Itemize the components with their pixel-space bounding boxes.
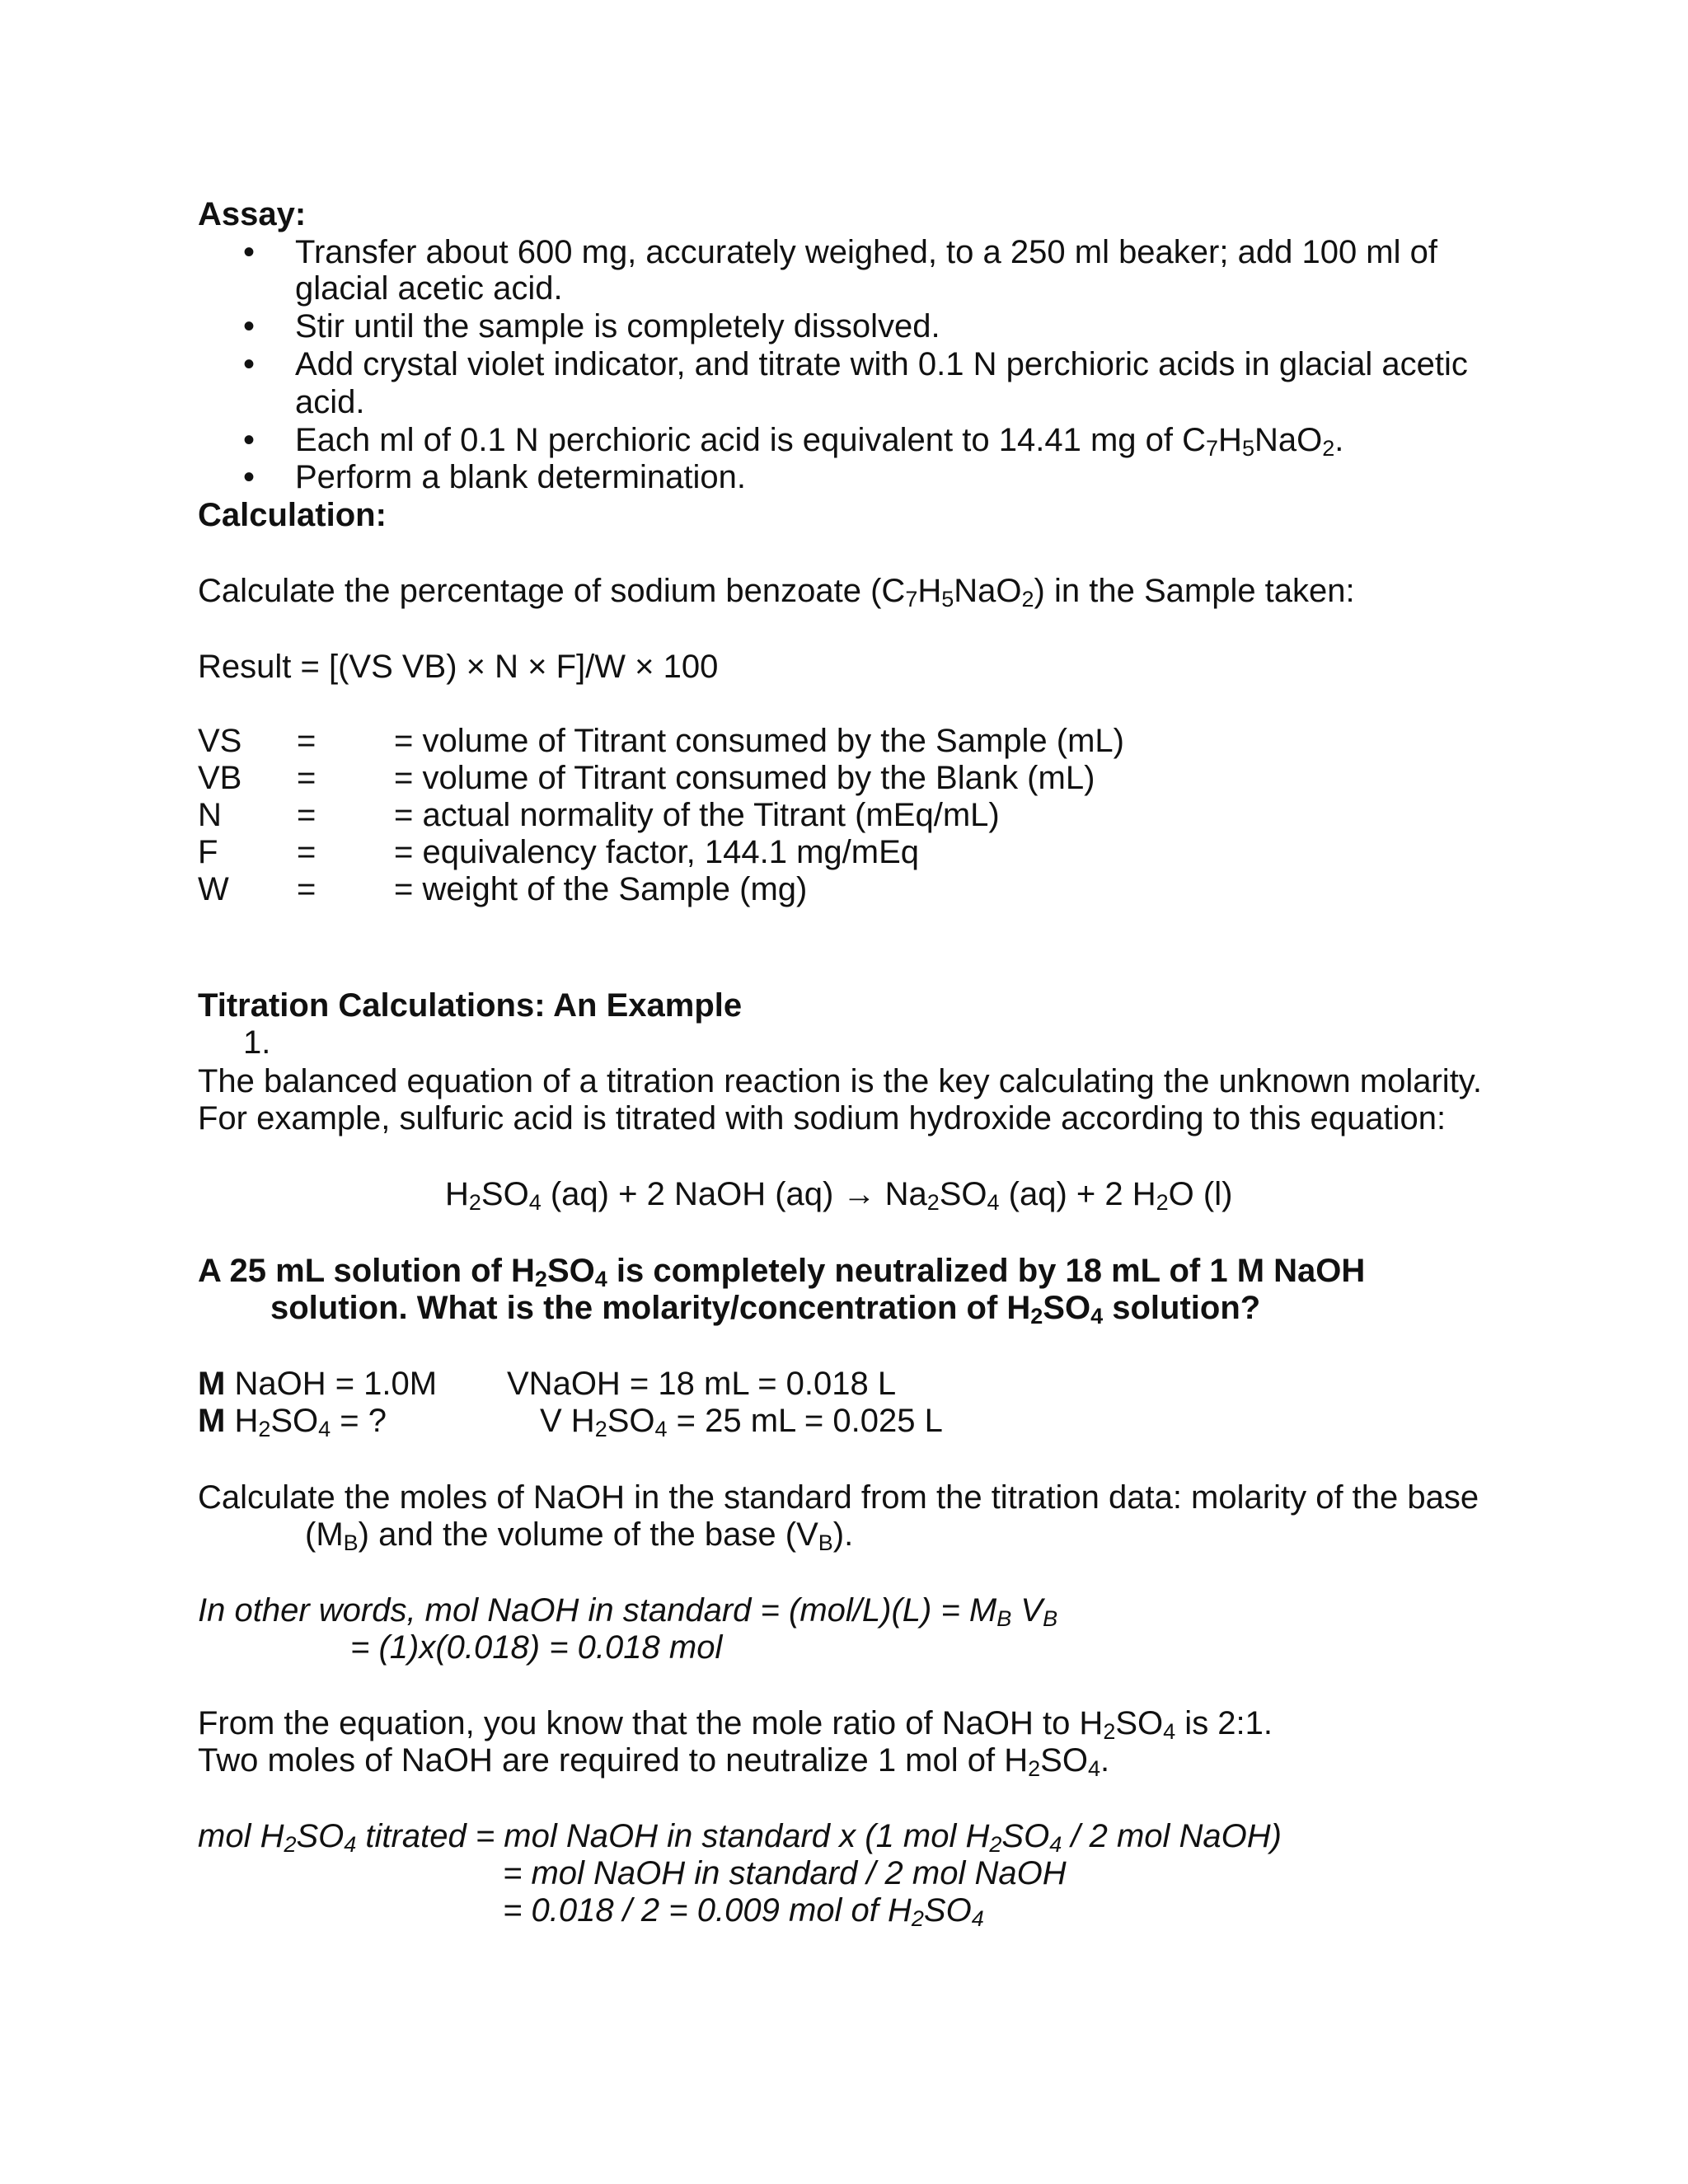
question-line1: A 25 mL solution of $H_2SO_4$ is completely neutralized by 18 mL of 1 M NaOH [198, 1253, 1366, 1291]
moles-line2: $(M_B)$ and the volume of the base $(V_B)$. [305, 1516, 854, 1555]
bullet-icon: • [243, 459, 256, 495]
moles-line1: Calculate the moles of NaOH in the standard from the titration data: molarity of the base [198, 1479, 1479, 1516]
var-symbol: F [198, 834, 218, 870]
var-symbol: N [198, 797, 222, 833]
calculation-heading: Calculation: [198, 497, 387, 533]
other-words-line1: In other words, mol NaOH in standard = $(mol/L)(L) = M_B$ $V_B$ [198, 1592, 1058, 1631]
given-naoh-volume: VNaOH = 18 mL = 0.018 L [507, 1366, 897, 1402]
assay-heading: Assay: [198, 196, 307, 232]
titrated-line3: = 0.018 / 2 = 0.009 mol of $H_2SO_4$ [503, 1892, 984, 1931]
var-description: = equivalency factor, 144.1 mg/mEq [394, 834, 920, 870]
titrated-line2: = mol NaOH in standard / 2 mol NaOH [503, 1855, 1067, 1891]
given-h2so4-molarity: M $H_2SO_4$ = ? [198, 1403, 387, 1441]
titrated-line1: mol $H_2SO_4$ titrated = mol NaOH in standard x (1 mol $H_2SO_4 / 2$ mol NaOH) [198, 1818, 1282, 1857]
bullet-icon: • [243, 422, 256, 458]
question-line2: solution. What is the molarity/concentration of $H_2SO_4$ solution? [270, 1290, 1261, 1329]
assay-item-4: Each ml of 0.1 N perchioric acid is equivalent to 14.41 mg of $C_7H_5NaO_2$. [295, 422, 1344, 461]
ratio-line2: Two moles of NaOH are required to neutralize 1 mol of $H_2SO_4$. [198, 1742, 1110, 1781]
assay-item-1-cont: glacial acetic acid. [295, 270, 563, 307]
given-h2so4-volume: V $H_2SO_4 = 25$ mL = 0.025 L [540, 1403, 943, 1441]
assay-item-3: Add crystal violet indicator, and titrate with 0.1 N perchioric acids in glacial acetic [295, 346, 1468, 382]
assay-item-2: Stir until the sample is completely dissolved. [295, 308, 940, 344]
assay-item-1: Transfer about 600 mg, accurately weighed, to a 250 ml beaker; add 100 ml of [295, 234, 1437, 270]
bullet-icon: • [243, 234, 256, 270]
var-description: = weight of the Sample (mg) [394, 871, 808, 907]
var-description: = actual normality of the Titrant (mEq/mL) [394, 797, 1000, 833]
var-symbol: VS [198, 723, 242, 759]
example-heading: Titration Calculations: An Example [198, 987, 743, 1024]
assay-item-5: Perform a blank determination. [295, 459, 746, 495]
var-equals: = [297, 834, 316, 870]
var-equals: = [297, 760, 316, 796]
ratio-line1: From the equation, you know that the mole ratio of NaOH to $H_2SO_4$ is 2:1. [198, 1705, 1273, 1744]
arrow-icon: → [842, 1176, 876, 1212]
example-number: 1. [243, 1024, 271, 1061]
var-description: = volume of Titrant consumed by the Sample (mL) [394, 723, 1124, 759]
var-equals: = [297, 723, 316, 759]
var-equals: = [297, 871, 316, 907]
given-naoh-molarity: M NaOH = 1.0M [198, 1366, 438, 1402]
calculation-intro: Calculate the percentage of sodium benzoate $(C_7H_5NaO_2)$ in the Sample taken: [198, 573, 1355, 612]
example-paragraph-line2: For example, sulfuric acid is titrated with sodium hydroxide according to this equation: [198, 1100, 1447, 1137]
result-formula: Result = [(VS VB) × N × F]/W × 100 [198, 649, 719, 685]
var-symbol: W [198, 871, 229, 907]
bullet-icon: • [243, 346, 256, 382]
assay-item-3-cont: acid. [295, 384, 365, 420]
var-symbol: VB [198, 760, 242, 796]
other-words-line2: = (1)x(0.018) = 0.018 mol [350, 1629, 723, 1666]
bullet-icon: • [243, 308, 256, 344]
var-description: = volume of Titrant consumed by the Blank (mL) [394, 760, 1095, 796]
balanced-equation: $H_2SO_4$ (aq) + 2 NaOH $(aq) \to Na_2SO_4$ (aq) + 2 $H_2O$ (l) [445, 1176, 1233, 1215]
example-paragraph-line1: The balanced equation of a titration reaction is the key calculating the unknown molarity. [198, 1063, 1482, 1099]
var-equals: = [297, 797, 316, 833]
